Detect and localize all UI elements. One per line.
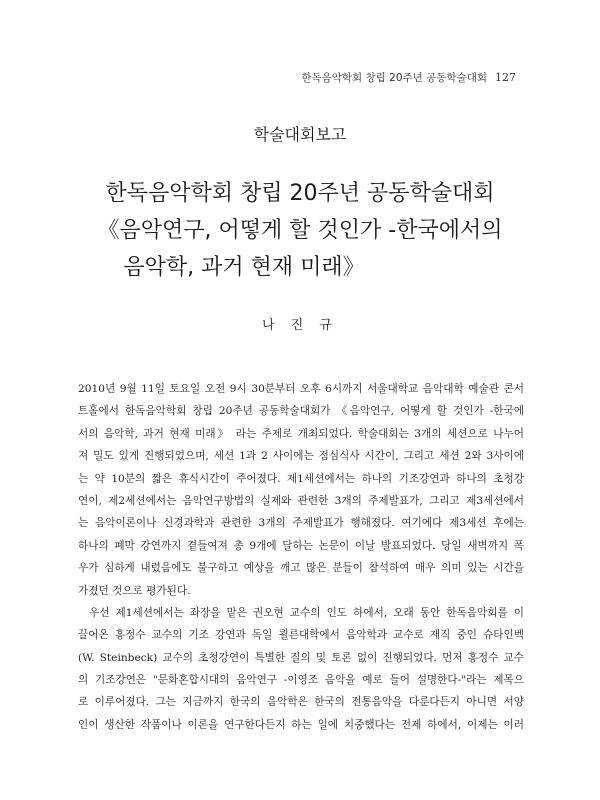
article-title-line: 음악학, 과거 현재 미래》 [123, 255, 365, 280]
body-line: 는 약 10분의 짧은 휴식시간이 주어졌다. 제1세션에서는 하나의 기조강연과 하나의 초청강 [78, 472, 524, 485]
body-text [78, 378, 524, 736]
body-line: 끌어온 홍정수 교수의 기조 강연과 독일 쾰른대학에서 음악학과 교수로 재직 중인 슈타인벡 [78, 629, 524, 642]
author-name: 나 진 규 [262, 318, 338, 333]
body-line: 인이 생산한 작품이나 이론을 연구한다든지 하는 일에 치중했다는 전제 하에서, 이제는 이러 [78, 718, 524, 731]
body-line: 서의 음악학, 과거 현재 미래》 라는 주제로 개최되었다. 학술대회는 3개의 세션으로 나누어 [78, 427, 524, 440]
body-line: 져 밀도 있게 진행되었으며, 세션 1과 2 사이에는 점심식사 시간이, 그리고 세션 2와 3사이에 [78, 450, 524, 463]
body-line: 하나의 폐막 강연까지 곁들여져 총 9개에 달하는 논문이 이날 발표되었다. 당일 새벽까지 폭 [78, 539, 524, 552]
body-line: 우선 제1세션에서는 좌장을 맡은 권오현 교수의 인도 하에서, 오래 동안 한독음악회를 이 [89, 606, 524, 619]
body-line: 연이, 제2세션에서는 음악연구방법의 실제와 관련한 3개의 주제발표가, 그리고 제3세션에서 [78, 494, 524, 507]
body-line: (W. Steinbeck) 교수의 초청강연이 특별한 질의 및 토론 없이 진행되었다. 먼저 홍정수 교수 [78, 651, 524, 664]
body-line: 우가 심하게 내렸음에도 불구하고 예상을 깨고 많은 분들이 참석하여 매우 의미 있는 시간을 [78, 562, 524, 575]
body-line: 의 기조강연은 "문화혼합시대의 음악연구 -이영조 음악을 예로 들어 설명한다-"라는 제목으 [78, 674, 524, 687]
article-title-line: 한독음악학회 창립 20주년 공동학술대회 [105, 181, 495, 206]
body-line: 트홀에서 한독음악학회 창립 20주년 공동학술대회가 《음악연구, 어떻게 할 것인가 -한국에 [78, 405, 524, 418]
article-title-line: 《음악연구, 어떻게 할 것인가 -한국에서의 [97, 218, 503, 243]
running-header [301, 70, 516, 85]
section-label: 학술대회보고 [253, 125, 347, 144]
body-line: 로 이루어졌다. 그는 지금까지 한국의 음악학은 한국의 전통음악을 다룬다든지 아니면 서양 [78, 696, 524, 709]
body-line: 가졌던 것으로 평가된다. [78, 584, 191, 597]
body-line: 는 음악이론이나 신경과학과 관련한 3개의 주제발표가 행해졌다. 여기에다 제3세션 후에는 [78, 517, 524, 530]
page-number: 127 [495, 71, 516, 84]
journal-title: 한독음악학회 창립 20주년 공동학술대회 [301, 72, 487, 84]
body-line: 2010년 9월 11일 토요일 오전 9시 30분부터 오후 6시까지 서울대학교 음악대학 예술관 콘서 [78, 383, 524, 395]
